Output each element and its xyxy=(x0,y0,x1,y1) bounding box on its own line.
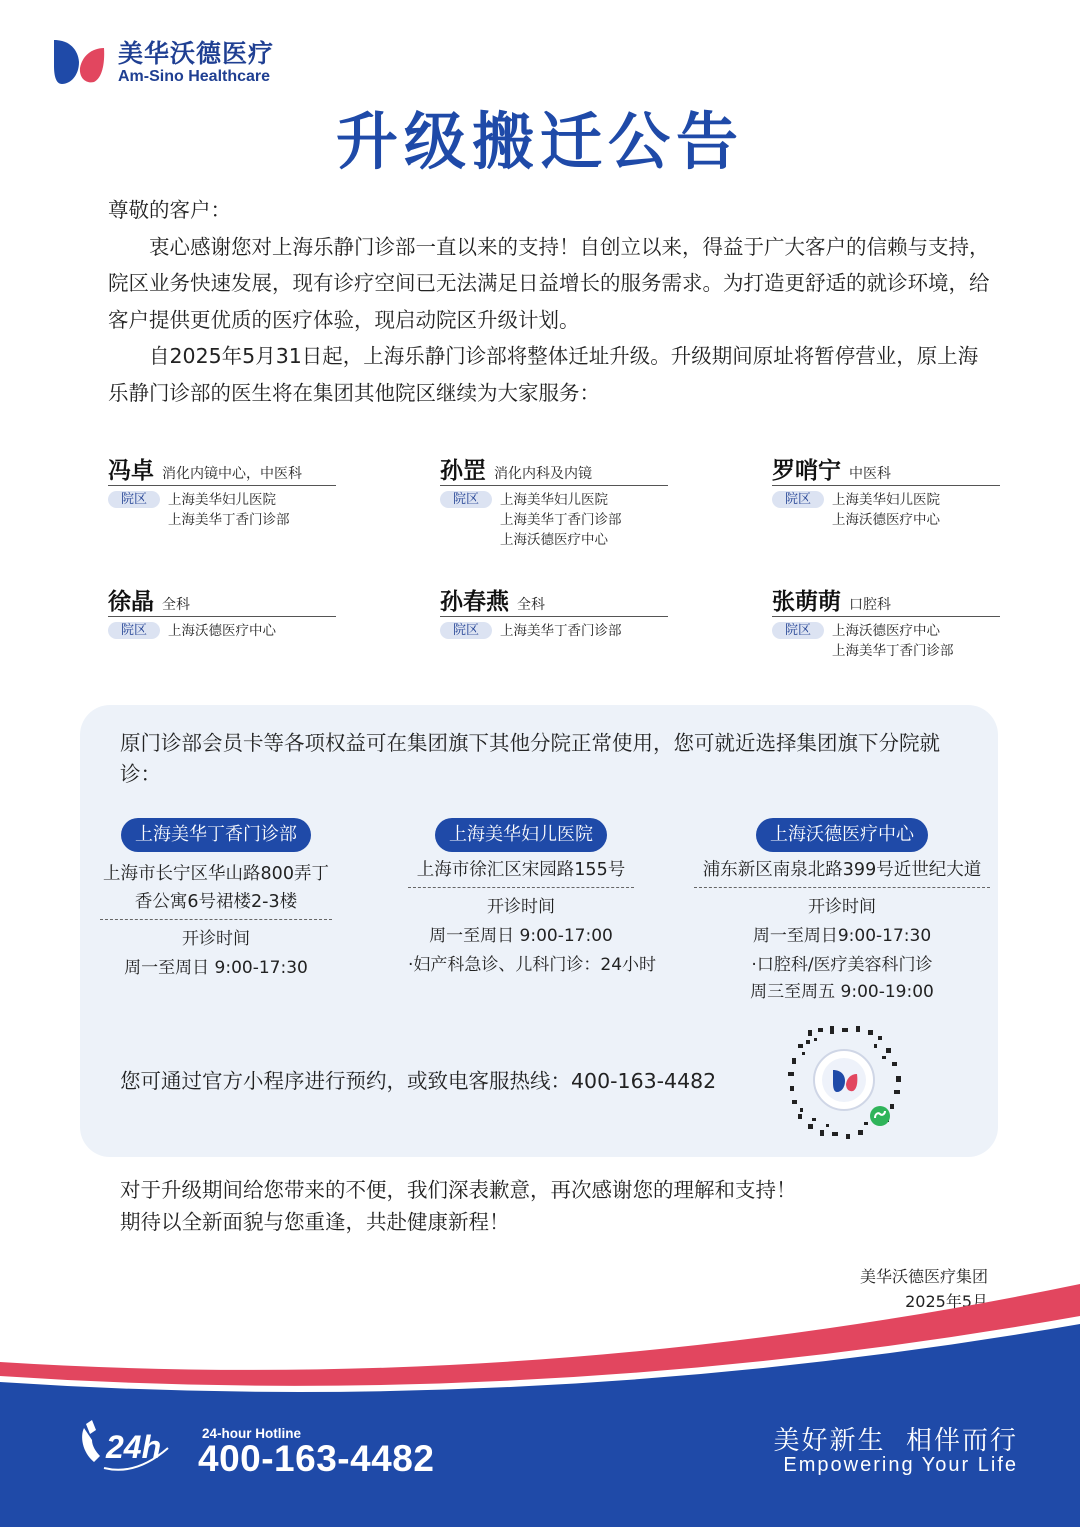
hours-label: 开诊时间 xyxy=(808,897,876,917)
footer-banner xyxy=(0,1280,1080,1527)
branch-name-badge: 上海美华妇儿医院 xyxy=(435,818,607,852)
hours-line: 周一至周日9:00-17:30 xyxy=(752,926,932,946)
signature-org: 美华沃德医疗集团 xyxy=(859,1267,988,1286)
branch-name-badge: 上海沃德医疗中心 xyxy=(756,818,928,852)
doctor-card xyxy=(108,583,336,641)
hours-line: 周一至周日 9:00-17:00 xyxy=(429,926,613,946)
doctor-name: 冯卓 xyxy=(108,458,154,484)
doctor-card xyxy=(440,583,668,641)
campus-label: 院区 xyxy=(772,622,824,639)
doctor-card xyxy=(440,452,668,550)
page-title: 升级搬迁公告 xyxy=(335,105,744,178)
campus-label: 院区 xyxy=(108,491,160,508)
campus-site: 上海美华丁香门诊部 xyxy=(500,623,622,639)
doctor-header xyxy=(772,583,1000,617)
hours-line: 周一至周日 9:00-17:30 xyxy=(124,958,308,978)
brand-name-en: Am-Sino Healthcare xyxy=(118,68,271,85)
doctor-specialty: 消化内镜中心，中医科 xyxy=(162,466,302,482)
address-line: 浦东新区南泉北路399号近世纪大道 xyxy=(702,860,982,880)
campus-site: 上海美华妇儿医院 xyxy=(500,492,608,508)
doctor-header xyxy=(108,583,336,617)
address-line: 上海市长宁区华山路800弄丁 xyxy=(103,864,329,884)
doctor-name: 罗哨宁 xyxy=(772,458,841,484)
campus-label: 院区 xyxy=(108,622,160,639)
doctor-specialty: 口腔科 xyxy=(849,597,891,613)
hotline-label: 24-hour Hotline xyxy=(202,1426,302,1441)
greeting: 尊敬的客户： xyxy=(108,198,231,222)
campus-site: 上海美华妇儿医院 xyxy=(832,492,940,508)
campus-site: 上海美华丁香门诊部 xyxy=(500,512,622,528)
branch-card xyxy=(408,818,657,980)
doctor-header xyxy=(772,452,1000,486)
doctor-name: 孙春燕 xyxy=(440,589,509,615)
slogan-en: Empowering Your Life xyxy=(783,1454,1018,1476)
brand-logo-icon xyxy=(52,36,106,86)
hotline-number[interactable]: 400-163-4482 xyxy=(198,1438,435,1479)
doctor-name: 孙罡 xyxy=(440,458,486,484)
booking-text: 您可通过官方小程序进行预约，或致电客服热线：400-163-4482 xyxy=(120,1069,717,1093)
doctor-header xyxy=(440,583,668,617)
closing-line: 期待以全新面貌与您重逢，共赴健康新程！ xyxy=(120,1210,510,1234)
closing-text xyxy=(120,1174,797,1238)
closing-line: 对于升级期间给您带来的不便，我们深表歉意，再次感谢您的理解和支持！ xyxy=(120,1178,797,1202)
hours-line: 周三至周五 9:00-19:00 xyxy=(750,982,934,1002)
campus-site: 上海沃德医疗中心 xyxy=(832,623,940,639)
doctor-specialty: 全科 xyxy=(162,597,190,613)
hours-label: 开诊时间 xyxy=(182,929,250,949)
campus-site: 上海美华丁香门诊部 xyxy=(832,643,954,659)
campus-site: 上海沃德医疗中心 xyxy=(832,512,940,528)
doctor-card xyxy=(108,452,336,530)
signature-date: 2025年5月 xyxy=(905,1292,988,1311)
hours-line: ·口腔科/医疗美容科门诊 xyxy=(751,955,933,975)
letter-body xyxy=(108,192,992,411)
doctor-card xyxy=(772,583,1000,661)
mini-program-qr-icon[interactable] xyxy=(786,1024,904,1142)
letter-paragraph-2: 自2025年5月31日起，上海乐静门诊部将整体迁址升级。升级期间原址将暂停营业，原上海乐静门诊部的医生将在集团其他院区继续为大家服务： xyxy=(108,344,979,405)
branch-address xyxy=(408,856,634,888)
campus-label: 院区 xyxy=(772,491,824,508)
doctor-card xyxy=(772,452,1000,530)
brand-name-cn: 美华沃德医疗 xyxy=(118,39,275,68)
campus-label: 院区 xyxy=(440,622,492,639)
hotline-icon-text: 24h xyxy=(106,1429,162,1465)
campus-site: 上海美华丁香门诊部 xyxy=(168,512,290,528)
campus-site: 上海沃德医疗中心 xyxy=(168,623,276,639)
doctor-name: 张萌萌 xyxy=(772,589,841,615)
branch-card xyxy=(100,818,332,983)
campus-site: 上海沃德医疗中心 xyxy=(500,532,608,548)
doctor-header xyxy=(440,452,668,486)
doctor-header xyxy=(108,452,336,486)
campus-site: 上海美华妇儿医院 xyxy=(168,492,276,508)
branch-name-badge: 上海美华丁香门诊部 xyxy=(121,818,311,852)
hours-line: ·妇产科急诊、儿科门诊：24小时 xyxy=(408,955,657,975)
address-line: 上海市徐汇区宋园路155号 xyxy=(416,860,626,880)
doctor-specialty: 全科 xyxy=(517,597,545,613)
address-line: 香公寓6号裙楼2-3楼 xyxy=(134,892,298,912)
info-intro: 原门诊部会员卡等各项权益可在集团旗下其他分院正常使用，您可就近选择集团旗下分院就诊： xyxy=(120,731,940,786)
doctor-specialty: 中医科 xyxy=(849,466,891,482)
doctor-specialty: 消化内科及内镜 xyxy=(494,466,592,482)
branch-address xyxy=(694,856,990,888)
letter-paragraph-1: 衷心感谢您对上海乐静门诊部一直以来的支持！自创立以来，得益于广大客户的信赖与支持，院区业务快速发展，现有诊疗空间已无法满足日益增长的服务需求。为打造更舒适的就诊环境，给客户提供更优质的医疗体验，现启动院区升级计划。 xyxy=(108,234,990,332)
slogan-cn: 美好新生 相伴而行 xyxy=(773,1426,1018,1456)
doctor-name: 徐晶 xyxy=(108,589,154,615)
campus-label: 院区 xyxy=(440,491,492,508)
branch-card xyxy=(694,818,990,1004)
hours-label: 开诊时间 xyxy=(487,897,555,917)
phone-24h-icon xyxy=(76,1418,184,1474)
branch-address xyxy=(100,860,332,920)
